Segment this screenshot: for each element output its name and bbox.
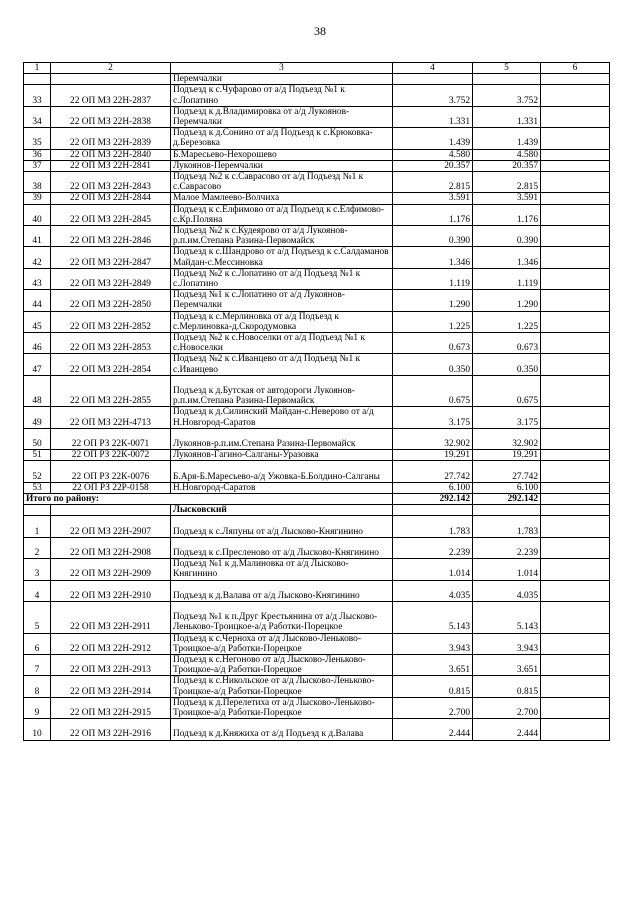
empty-cell <box>541 375 610 407</box>
length-value: 4.035 <box>393 580 473 601</box>
empty-cell <box>541 160 610 171</box>
road-row <box>24 482 610 493</box>
road-name: Подъезд №2 к с.Новоселки от а/д Подъезд №1 к с.Новоселки <box>171 333 393 354</box>
road-name: Подъезд №1 к с.Лопатино от а/д Лукоянов-Перемчалки <box>171 290 393 311</box>
length-value: 1.119 <box>473 268 541 289</box>
row-number: 49 <box>24 407 51 428</box>
road-name: Подъезд №1 к д.Малиновка от а/д Лысково-Княгинино <box>171 559 393 580</box>
road-name: Подъезд к с.Пресленово от а/д Лысково-Княгинино <box>171 537 393 558</box>
length-value: 3.651 <box>393 655 473 676</box>
length-value: 32.902 <box>473 428 541 449</box>
length-value: 1.346 <box>473 247 541 268</box>
row-number: 44 <box>24 290 51 311</box>
length-value: 2.700 <box>473 697 541 718</box>
row-number: 47 <box>24 354 51 375</box>
road-row <box>24 247 610 268</box>
road-row <box>24 354 610 375</box>
road-row <box>24 172 610 193</box>
row-number: 48 <box>24 375 51 407</box>
road-name: Малое Мамлеево-Волчиха <box>171 193 393 204</box>
road-id: 22 ОП МЗ 22Н-2837 <box>51 85 171 106</box>
length-value: 1.439 <box>393 128 473 149</box>
length-value <box>473 74 541 85</box>
road-row <box>24 149 610 160</box>
road-row <box>24 676 610 697</box>
row-number: 40 <box>24 204 51 225</box>
length-value: 1.176 <box>473 204 541 225</box>
empty-cell <box>541 580 610 601</box>
continuation-row <box>24 74 610 85</box>
road-row <box>24 375 610 407</box>
length-value: 1.225 <box>473 311 541 332</box>
road-name: Подъезд к д.Владимировка от а/д Лукоянов-Перемчалки <box>171 106 393 127</box>
road-name: Б.Маресьево-Нехорошево <box>171 149 393 160</box>
length-value: 3.943 <box>473 633 541 654</box>
empty-cell <box>541 128 610 149</box>
length-value: 0.815 <box>473 676 541 697</box>
road-name: Н.Новгород-Саратов <box>171 482 393 493</box>
road-row <box>24 602 610 634</box>
row-number: 43 <box>24 268 51 289</box>
length-value: 1.014 <box>393 559 473 580</box>
road-name: Подъезд к д.Княжиха от а/д Подъезд к д.Валава <box>171 719 393 740</box>
length-value: 1.346 <box>393 247 473 268</box>
row-number: 34 <box>24 106 51 127</box>
road-row <box>24 226 610 247</box>
total-label: Итого по району: <box>24 494 393 505</box>
length-value: 3.943 <box>393 633 473 654</box>
road-id: 22 ОП РЗ 22Р-0158 <box>51 482 171 493</box>
empty-cell <box>541 74 610 85</box>
road-row <box>24 193 610 204</box>
row-number: 52 <box>24 461 51 482</box>
row-number: 2 <box>24 537 51 558</box>
length-value: 0.815 <box>393 676 473 697</box>
road-name: Подъезд к с.Никольское от а/д Лысково-Леньково-Троицкое-а/д Работки-Порецкое <box>171 676 393 697</box>
road-id: 22 ОП МЗ 22Н-2847 <box>51 247 171 268</box>
length-value: 3.175 <box>393 407 473 428</box>
total-value: 292.142 <box>473 494 541 505</box>
road-row <box>24 204 610 225</box>
empty-cell <box>541 311 610 332</box>
road-name: Подъезд №2 к с.Лопатино от а/д Подъезд №1 к с.Лопатино <box>171 268 393 289</box>
road-row <box>24 160 610 171</box>
empty-cell <box>541 193 610 204</box>
column-header: 1 <box>24 63 51 74</box>
row-number: 3 <box>24 559 51 580</box>
row-number: 38 <box>24 172 51 193</box>
length-value: 4.035 <box>473 580 541 601</box>
road-id: 22 ОП МЗ 22Н-2839 <box>51 128 171 149</box>
road-name: Подъезд к с.Черноха от а/д Лысково-Леньково-Троицкое-а/д Работки-Порецкое <box>171 633 393 654</box>
length-value: 1.290 <box>393 290 473 311</box>
row-number <box>24 505 51 516</box>
road-row <box>24 290 610 311</box>
district-name: Лысковский <box>171 505 393 516</box>
empty-cell <box>541 172 610 193</box>
empty-cell <box>541 482 610 493</box>
road-name: Лукоянов-Гагино-Салганы-Уразовка <box>171 450 393 461</box>
road-id: 22 ОП МЗ 22Н-2850 <box>51 290 171 311</box>
road-name: Подъезд к д.Бутская от автодороги Лукоянов-р.п.им.Степана Разина-Первомайск <box>171 375 393 407</box>
empty-cell <box>541 537 610 558</box>
length-value: 3.752 <box>393 85 473 106</box>
length-value: 27.742 <box>473 461 541 482</box>
row-number: 50 <box>24 428 51 449</box>
road-name: Подъезд к с.Чуфарово от а/д Подъезд №1 к с.Лопатино <box>171 85 393 106</box>
row-number: 7 <box>24 655 51 676</box>
road-row <box>24 311 610 332</box>
empty-cell <box>541 290 610 311</box>
empty-cell <box>541 149 610 160</box>
length-value: 0.390 <box>473 226 541 247</box>
row-number: 5 <box>24 602 51 634</box>
road-row <box>24 407 610 428</box>
length-value: 1.290 <box>473 290 541 311</box>
length-value: 2.815 <box>393 172 473 193</box>
length-value: 2.444 <box>393 719 473 740</box>
road-row <box>24 85 610 106</box>
column-header: 5 <box>473 63 541 74</box>
road-name: Подъезд к д.Сонино от а/д Подъезд к с.Крюковка-д.Березовка <box>171 128 393 149</box>
empty-cell <box>541 354 610 375</box>
row-number: 36 <box>24 149 51 160</box>
row-number: 41 <box>24 226 51 247</box>
row-number: 4 <box>24 580 51 601</box>
road-id: 22 ОП МЗ 22Н-2849 <box>51 268 171 289</box>
length-value: 20.357 <box>473 160 541 171</box>
row-number: 6 <box>24 633 51 654</box>
length-value: 3.591 <box>473 193 541 204</box>
road-id: 22 ОП МЗ 22Н-2855 <box>51 375 171 407</box>
row-number: 9 <box>24 697 51 718</box>
length-value: 6.100 <box>473 482 541 493</box>
district-total-row <box>24 494 610 505</box>
row-number: 37 <box>24 160 51 171</box>
length-value: 1.331 <box>473 106 541 127</box>
column-header: 6 <box>541 63 610 74</box>
row-number <box>24 74 51 85</box>
length-value: 3.651 <box>473 655 541 676</box>
length-value: 0.675 <box>473 375 541 407</box>
road-id: 22 ОП МЗ 22Н-2841 <box>51 160 171 171</box>
road-id <box>51 505 171 516</box>
length-value: 19.291 <box>393 450 473 461</box>
length-value: 0.673 <box>393 333 473 354</box>
row-number: 8 <box>24 676 51 697</box>
empty-cell <box>541 559 610 580</box>
length-value: 1.014 <box>473 559 541 580</box>
empty-cell <box>541 505 610 516</box>
length-value: 4.580 <box>393 149 473 160</box>
road-id: 22 ОП МЗ 22Н-2840 <box>51 149 171 160</box>
road-name: Подъезд к с.Мерлиновка от а/д Подъезд к с.Мерлиновка-д.Скородумовка <box>171 311 393 332</box>
length-value: 2.444 <box>473 719 541 740</box>
road-id: 22 ОП РЗ 22К-0076 <box>51 461 171 482</box>
road-id: 22 ОП МЗ 22Н-2910 <box>51 580 171 601</box>
length-value: 0.675 <box>393 375 473 407</box>
road-name: Б.Аря-Б.Маресьево-а/д Ужовка-Б.Болдино-Салганы <box>171 461 393 482</box>
empty-cell <box>541 719 610 740</box>
row-number: 39 <box>24 193 51 204</box>
empty-cell <box>541 407 610 428</box>
length-value: 0.390 <box>393 226 473 247</box>
road-row <box>24 697 610 718</box>
road-id: 22 ОП МЗ 22Н-2915 <box>51 697 171 718</box>
empty-cell <box>541 450 610 461</box>
road-row <box>24 516 610 537</box>
road-row <box>24 719 610 740</box>
column-header: 2 <box>51 63 171 74</box>
road-name: Лукоянов-р.п.им.Степана Разина-Первомайск <box>171 428 393 449</box>
length-value: 1.783 <box>393 516 473 537</box>
road-name: Подъезд к с.Елфимово от а/д Подъезд к с.Елфимово-с.Кр.Поляна <box>171 204 393 225</box>
road-row <box>24 333 610 354</box>
length-value: 3.591 <box>393 193 473 204</box>
length-value: 1.176 <box>393 204 473 225</box>
roads-table <box>23 62 610 741</box>
road-row <box>24 128 610 149</box>
page-number: 38 <box>314 24 326 38</box>
road-id: 22 ОП МЗ 22Н-2854 <box>51 354 171 375</box>
length-value: 1.439 <box>473 128 541 149</box>
row-number: 46 <box>24 333 51 354</box>
length-value <box>393 505 473 516</box>
road-id: 22 ОП МЗ 22Н-2843 <box>51 172 171 193</box>
road-id: 22 ОП РЗ 22К-0072 <box>51 450 171 461</box>
row-number: 42 <box>24 247 51 268</box>
length-value: 5.143 <box>393 602 473 634</box>
empty-cell <box>541 516 610 537</box>
length-value: 19.291 <box>473 450 541 461</box>
road-id: 22 ОП МЗ 22Н-2912 <box>51 633 171 654</box>
district-header-row <box>24 505 610 516</box>
road-row <box>24 461 610 482</box>
empty-cell <box>541 633 610 654</box>
length-value <box>393 74 473 85</box>
road-name: Подъезд к с.Негоново от а/д Лысково-Леньково-Троицкое-а/д Работки-Порецкое <box>171 655 393 676</box>
road-row <box>24 559 610 580</box>
length-value: 0.350 <box>473 354 541 375</box>
road-name: Подъезд к д.Валава от а/д Лысково-Княгинино <box>171 580 393 601</box>
road-id: 22 ОП МЗ 22Н-2853 <box>51 333 171 354</box>
length-value: 3.752 <box>473 85 541 106</box>
length-value: 3.175 <box>473 407 541 428</box>
total-value: 292.142 <box>393 494 473 505</box>
empty-cell <box>541 494 610 505</box>
road-row <box>24 580 610 601</box>
empty-cell <box>541 333 610 354</box>
road-name: Подъезд к с.Шандрово от а/д Подъезд к с.Салдаманов Майдан-с.Мессиновка <box>171 247 393 268</box>
row-number: 10 <box>24 719 51 740</box>
length-value: 2.239 <box>473 537 541 558</box>
length-value: 2.815 <box>473 172 541 193</box>
column-number-row <box>24 63 610 74</box>
length-value: 0.673 <box>473 333 541 354</box>
road-id: 22 ОП МЗ 22Н-2913 <box>51 655 171 676</box>
length-value: 32.902 <box>393 428 473 449</box>
road-id: 22 ОП МЗ 22Н-2907 <box>51 516 171 537</box>
road-name: Подъезд к д.Перелетиха от а/д Лысково-Леньково-Троицкое-а/д Работки-Порецкое <box>171 697 393 718</box>
row-number: 45 <box>24 311 51 332</box>
column-header: 3 <box>171 63 393 74</box>
empty-cell <box>541 268 610 289</box>
length-value: 1.331 <box>393 106 473 127</box>
empty-cell <box>541 106 610 127</box>
road-id: 22 ОП МЗ 22Н-2852 <box>51 311 171 332</box>
road-id: 22 ОП МЗ 22Н-2911 <box>51 602 171 634</box>
row-number: 53 <box>24 482 51 493</box>
road-id: 22 ОП МЗ 22Н-2916 <box>51 719 171 740</box>
road-id <box>51 74 171 85</box>
road-id: 22 ОП МЗ 22Н-2908 <box>51 537 171 558</box>
road-row <box>24 106 610 127</box>
road-row <box>24 633 610 654</box>
row-number: 35 <box>24 128 51 149</box>
length-value: 6.100 <box>393 482 473 493</box>
empty-cell <box>541 204 610 225</box>
road-id: 22 ОП МЗ 22Н-2844 <box>51 193 171 204</box>
empty-cell <box>541 655 610 676</box>
empty-cell <box>541 85 610 106</box>
length-value: 1.783 <box>473 516 541 537</box>
road-name: Подъезд №1 к п.Друг Крестьянина от а/д Лысково-Леньково-Троицкое-а/д Работки-Порецкое <box>171 602 393 634</box>
road-id: 22 ОП РЗ 22К-0071 <box>51 428 171 449</box>
empty-cell <box>541 697 610 718</box>
length-value: 2.700 <box>393 697 473 718</box>
length-value: 1.119 <box>393 268 473 289</box>
empty-cell <box>541 247 610 268</box>
road-row <box>24 268 610 289</box>
road-id: 22 ОП МЗ 22Н-4713 <box>51 407 171 428</box>
road-name: Лукоянов-Перемчалки <box>171 160 393 171</box>
length-value: 5.143 <box>473 602 541 634</box>
road-name: Перемчалки <box>171 74 393 85</box>
length-value: 2.239 <box>393 537 473 558</box>
road-name: Подъезд №2 к с.Иванцево от а/д Подъезд №1 к с.Иванцево <box>171 354 393 375</box>
row-number: 33 <box>24 85 51 106</box>
empty-cell <box>541 428 610 449</box>
empty-cell <box>541 226 610 247</box>
length-value: 0.350 <box>393 354 473 375</box>
column-header: 4 <box>393 63 473 74</box>
length-value: 27.742 <box>393 461 473 482</box>
road-row <box>24 428 610 449</box>
road-name: Подъезд №2 к с.Кудеярово от а/д Лукоянов-р.п.им.Степана Разина-Первомайск <box>171 226 393 247</box>
empty-cell <box>541 602 610 634</box>
length-value: 20.357 <box>393 160 473 171</box>
road-id: 22 ОП МЗ 22Н-2838 <box>51 106 171 127</box>
road-row <box>24 537 610 558</box>
road-id: 22 ОП МЗ 22Н-2914 <box>51 676 171 697</box>
road-name: Подъезд к д.Силинский Майдан-с.Неверово от а/д Н.Новгород-Саратов <box>171 407 393 428</box>
road-name: Подъезд к с.Ляпуны от а/д Лысково-Княгинино <box>171 516 393 537</box>
road-name: Подъезд №2 к с.Саврасово от а/д Подъезд №1 к с.Саврасово <box>171 172 393 193</box>
road-row <box>24 450 610 461</box>
length-value <box>473 505 541 516</box>
road-id: 22 ОП МЗ 22Н-2846 <box>51 226 171 247</box>
length-value: 1.225 <box>393 311 473 332</box>
road-row <box>24 655 610 676</box>
row-number: 51 <box>24 450 51 461</box>
row-number: 1 <box>24 516 51 537</box>
empty-cell <box>541 461 610 482</box>
road-id: 22 ОП МЗ 22Н-2845 <box>51 204 171 225</box>
length-value: 4.580 <box>473 149 541 160</box>
empty-cell <box>541 676 610 697</box>
road-id: 22 ОП МЗ 22Н-2909 <box>51 559 171 580</box>
